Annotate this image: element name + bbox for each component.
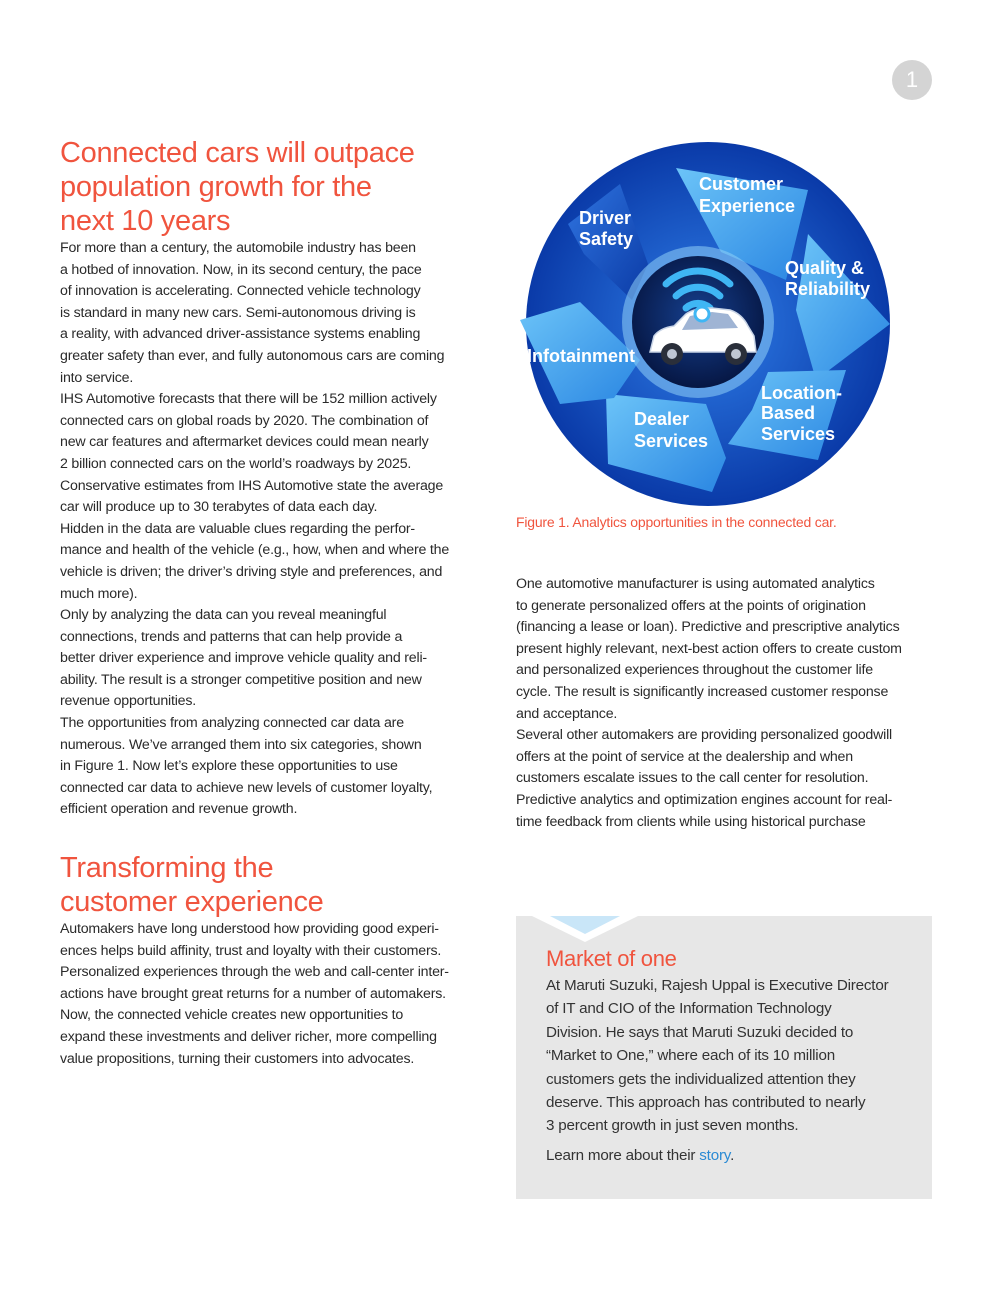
label-driver-safety: Driver Safety (579, 208, 634, 249)
section1-title (60, 136, 478, 238)
text-line: Personalized experiences through the web and call-center inter- (60, 964, 449, 981)
right-column (516, 574, 934, 833)
text-line: (financing a lease or loan). Predictive and prescriptive analytics (516, 619, 900, 636)
text-line: For more than a century, the automobile industry has been (60, 240, 416, 256)
label-location-based-services: Location- Based Services (761, 383, 842, 444)
text-line: into service. (60, 369, 134, 386)
analytics-wheel-svg (516, 142, 932, 512)
text-line: is standard in many new cars. Semi-autonomous driving is (60, 304, 416, 321)
text-line: next 10 years (60, 205, 231, 237)
text-line: Division. He says that Maruti Suzuki decided to (546, 1023, 854, 1041)
text-line: efficient operation and revenue growth. (60, 801, 298, 818)
text-line: IHS Automotive forecasts that there will be 152 million actively (60, 391, 437, 408)
text-line: present highly relevant, next-best action offers to create custom (516, 640, 902, 657)
text-line: Now, the connected vehicle creates new opportunities to (60, 1007, 404, 1024)
text-line: One automotive manufacturer is using automated analytics (516, 576, 875, 592)
text-line: Transforming the (60, 852, 274, 885)
market-of-one-sidebar (516, 916, 932, 1199)
right-paragraph-3 (516, 790, 934, 833)
text-line: customers gets the individualized attention they (546, 1070, 856, 1088)
text-line: connections, trends and patterns that can help provide a (60, 628, 403, 645)
text-line: time feedback from clients while using historical purchase (516, 813, 866, 830)
text-line: cycle. The result is significantly increased customer response (516, 683, 889, 700)
text-line: new car features and aftermarket devices could mean nearly (60, 434, 429, 451)
text-line: At Maruti Suzuki, Rajesh Uppal is Executive Director (546, 977, 889, 994)
text-line: and acceptance. (516, 705, 618, 722)
text-line: and personalized experiences throughout the customer life (516, 662, 873, 679)
sidebar-learn-more: Learn more about their story. (546, 1146, 735, 1164)
text-line: expand these investments and deliver richer, more compelling (60, 1029, 437, 1045)
text-line: better driver experience and improve vehicle quality and reli- (60, 650, 427, 667)
sidebar-notch (532, 916, 638, 942)
story-link[interactable]: story (699, 1146, 731, 1164)
left-column (60, 136, 478, 1070)
text-line: of IT and CIO of the Information Technology (546, 1000, 832, 1018)
section1-paragraph-6 (60, 713, 478, 821)
text-line: customer experience (60, 886, 324, 919)
text-line: “Market to One,” where each of its 10 million (546, 1047, 835, 1065)
text-line: population growth for the (60, 171, 372, 203)
text-line: The opportunities from analyzing connected car data are (60, 715, 404, 732)
analytics-wheel-figure (516, 142, 932, 512)
text-line: ences helps build affinity, trust and loyalty with their customers. (60, 942, 442, 959)
text-line: actions have brought great returns for a number of automakers. (60, 985, 446, 1002)
text-line: ability. The result is a stronger competitive position and new (60, 671, 422, 688)
section2-paragraph-1 (60, 919, 478, 1005)
figure-caption: Figure 1. Analytics opportunities in the connected car. (516, 514, 837, 530)
text-line: Hidden in the data are valuable clues regarding the perfor- (60, 520, 415, 537)
section2-paragraph-2 (60, 1005, 478, 1070)
text-line: in Figure 1. Now let’s explore these opportunities to use (60, 758, 398, 775)
label-customer-experience: Customer Experience (699, 174, 796, 216)
text-line: Conservative estimates from IHS Automotive state the average (60, 477, 444, 494)
section2-title (60, 851, 478, 919)
text-line: Connected cars will outpace (60, 137, 415, 169)
text-line: revenue opportunities. (60, 693, 196, 710)
section1-paragraph-5 (60, 605, 478, 713)
sidebar-body (546, 974, 916, 1138)
text-line: vehicle is driven; the driver’s driving style and preferences, and (60, 563, 443, 580)
text-line: value propositions, turning their customers into advocates. (60, 1050, 415, 1067)
right-paragraph-2 (516, 725, 934, 790)
text-line: customers escalate issues to the call center for resolution. (516, 770, 869, 787)
text-line: connected cars on global roads by 2020. The combination of (60, 412, 429, 429)
section1-paragraph-3 (60, 476, 478, 519)
text-line: mance and health of the vehicle (e.g., how, when and where the (60, 542, 450, 559)
text-line: car will produce up to 30 terabytes of data each day. (60, 499, 378, 516)
text-line: deserve. This approach has contributed to nearly (546, 1094, 866, 1112)
text-line: connected car data to achieve new levels of customer loyalty, (60, 779, 433, 796)
text-line: of innovation is accelerating. Connected vehicle technology (60, 283, 421, 300)
right-paragraph-1 (516, 574, 934, 725)
text-line: Automakers have long understood how providing good experi- (60, 921, 439, 938)
text-line: 3 percent growth in just seven months. (546, 1117, 799, 1135)
text-line: Several other automakers are providing personalized goodwill (516, 727, 893, 744)
label-quality-reliability: Quality & Reliability (785, 258, 871, 299)
section1-paragraph-4 (60, 519, 478, 605)
page-number: 1 (892, 60, 932, 100)
text-line: a hotbed of innovation. Now, in its second century, the pace (60, 261, 422, 278)
text-line: numerous. We’ve arranged them into six categories, shown (60, 736, 422, 753)
text-line: 2 billion connected cars on the world’s roadways by 2025. (60, 455, 412, 472)
text-line: a reality, with advanced driver-assistance systems enabling (60, 326, 421, 343)
sidebar-title: Market of one (546, 946, 677, 971)
section1-paragraph-1 (60, 238, 478, 389)
section1-paragraph-2 (60, 389, 478, 475)
label-dealer-services: Dealer Services (634, 409, 709, 451)
text-line: Predictive analytics and optimization engines account for real- (516, 791, 893, 808)
text-line: Only by analyzing the data can you reveal meaningful (60, 607, 387, 624)
text-line: greater safety than ever, and fully autonomous cars are coming (60, 347, 445, 364)
text-line: much more). (60, 585, 138, 602)
text-line: offers at the point of service at the dealership and when (516, 748, 853, 765)
text-line: to generate personalized offers at the points of origination (516, 597, 866, 614)
label-infotainment: Infotainment (527, 346, 635, 366)
